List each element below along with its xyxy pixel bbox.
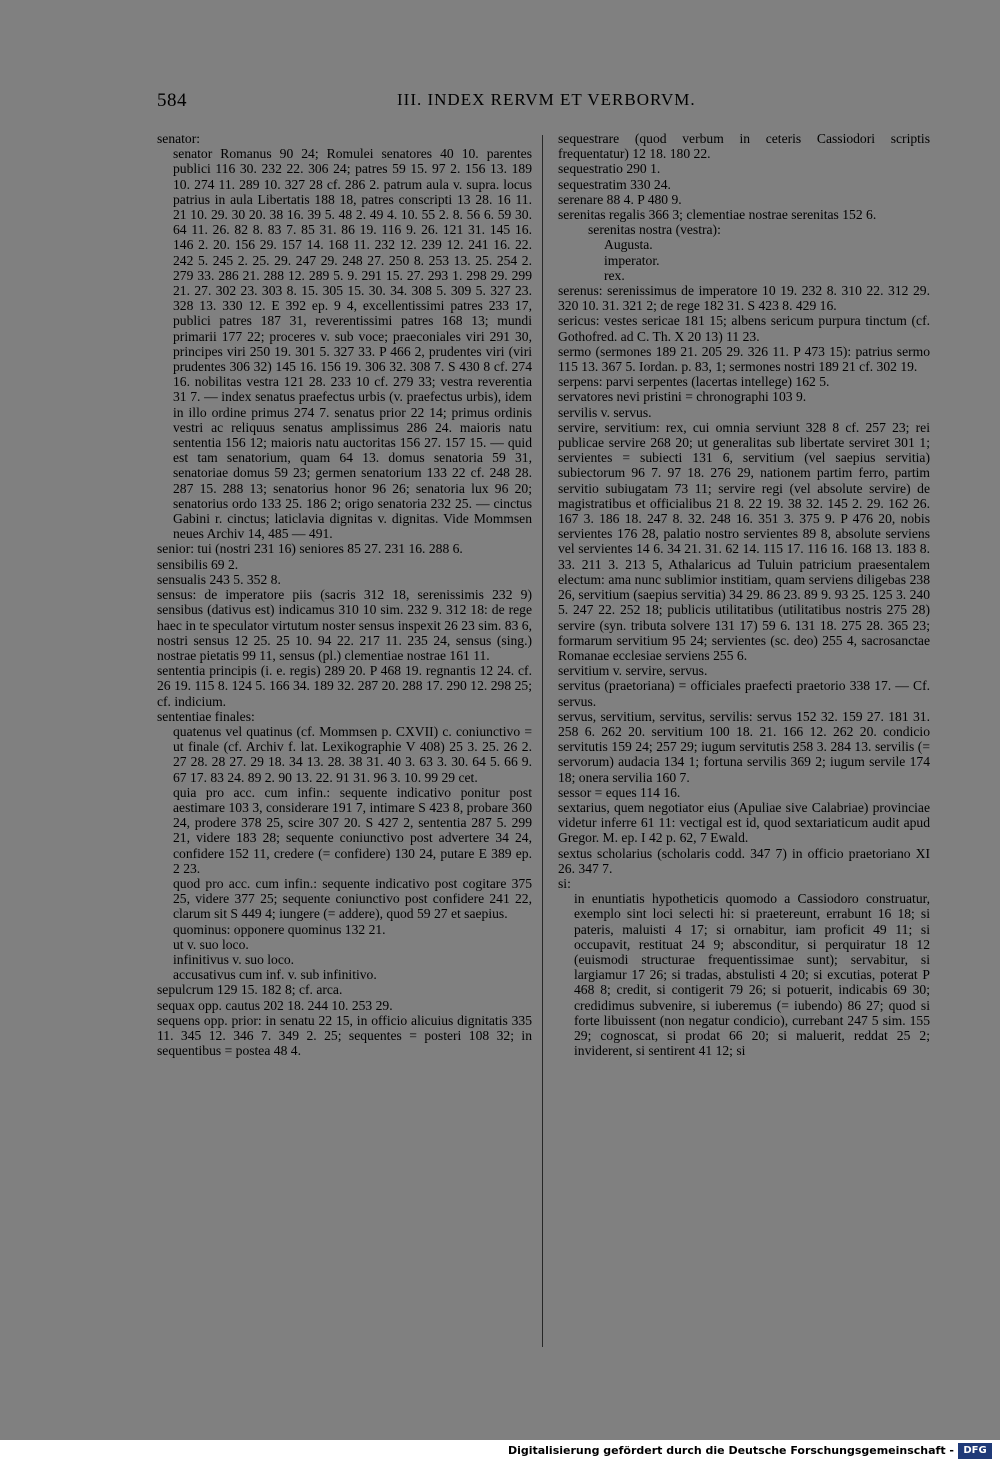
left-column [157,131,532,1058]
dfg-logo: DFG [958,1443,992,1459]
entry-sermo: sermo (sermones 189 21. 205 29. 326 11. P 473 15): patrius sermo 115 13. 367 5. Iordan. p. 83, 1; sermones nostri 189 21 cf. 302 19. [558,343,930,375]
entry-senator: senator: [157,131,201,146]
entry-serpens: serpens: parvi serpentes (lacertas intellege) 162 5. [558,374,830,390]
entry-servitium: servitium v. servire, servus. [558,663,708,679]
entry-sensibilis: sensibilis 69 2. [157,556,239,572]
entry-si-body: in enuntiatis hypotheticis quomodo a Cassiodoro construatur, exemplo sint loci selecti hi: si praetereunt, errabunt 16 18; si pateris, maluisti 4 17; si ornabitur, iam proficit 49 11; si occupavit, restituat 24 9; absconditur, si perquiratur 18 12 (euismodi structurae frequentissimae sunt); servabitur, si largiamur 17 26; si tradas, abstulisti 4 20; si excutias, poterat P 468 8; credit, si contigerit 79 26; si potuerit, indicabis 69 30; credidimus subvenire, si iuberemus (= iubendo) 86 27; quod si forte libuissent (non negatur condicio), currebant 247 5 sim. 155 29; cognoscat, si prodat 66 20; si maluerit, reddat 25 2; inviderent, si sentirent 41 12; si [574,891,930,1059]
entry-sententia: sententia principis (i. e. regis) 289 20. P 468 19. regnantis 12 24. cf. 26 19. 115 8. 124 5. 166 34. 189 32. 287 20. 288 17. 290 12. 298 25; cf. indicium. [157,663,532,709]
entry-ut: ut v. suo loco. [173,936,249,952]
footer-bar [0,1440,1000,1464]
entry-sepulcrum: sepulcrum 129 15. 182 8; cf. arca. [157,982,343,998]
running-head: III. INDEX RERVM ET VERBORVM. [397,90,696,109]
entry-servilis: servilis v. servus. [558,404,652,420]
entry-serenare: serenare 88 4. P 480 9. [558,191,682,207]
entry-quia: quia pro acc. cum infin.: sequente indicativo ponitur post aestimare 103 3, considerare 191 7, intimare S 423 8, probare 360 24, prodere 378 25, scire 307 20. S 427 2, sententia 287 5. 299 21, videre 183 28; sequente coniunctivo post advertere 34 24, confidere 152 11, credere (= confidere) 130 24, putare E 389 ep. 2 23. [173,784,532,876]
entry-sessor: sessor = eques 114 16. [558,784,681,800]
entry-sensus: sensus: de imperatore piis (sacris 312 18, serenissimis 232 9) sensibus (dativus est) indicamus 310 10 sim. 232 9. 312 18: de rege haec in te speculator virtutum noster sensus inspexit 26 23 sim. 83 6, nostri sensus 12 25. 25 10. 94 22. 217 11. 235 24, sensus (sing.) nostrae pietatis 99 11, sensus (pl.) clementiae nostrae 161 11. [157,587,532,663]
entry-quominus: quominus: opponere quominus 132 21. [173,921,386,937]
entry-serenitas-nostra: serenitas nostra (vestra): [588,222,721,238]
entry-sericus: sericus: vestes sericae 181 15; albens sericum purpura tinctum (cf. Gothofred. ad C. Th. X 20 13) 11 23. [558,313,930,344]
entry-sequax: sequax opp. cautus 202 18. 244 10. 253 29. [157,997,393,1013]
entry-sequestratio: sequestratio 290 1. [558,161,661,177]
entry-senior: senior: tui (nostri 231 16) seniores 85 27. 231 16. 288 6. [157,541,463,557]
entry-infinitivus: infinitivus v. suo loco. [173,951,295,967]
entry-quod: quod pro acc. cum infin.: sequente indicativo post cogitare 375 25, videre 377 25; sequente coniunctivo post confidere 241 22, clarum sit S 449 4; iungere (= addere), quod 59 27 et saepius. [173,875,532,922]
entry-servus: servus, servitium, servitus, servilis: servus 152 32. 159 27. 181 31. 258 6. 262 20. servitium 100 18. 21. 166 12. 262 20. condicio servitutis 159 24; 257 29; iugum servitutis 258 3. 284 13. servilis (= servorum) audacia 134 1; fortuna servilis 369 2; iugum servile 174 18; onera servilia 160 7. [558,708,930,785]
entry-quatenus: quatenus vel quatinus (cf. Mommsen p. CXVII) c. coniunctivo = ut finale (cf. Archiv f. lat. Lexikographie V 408) 25 3. 25. 26 2. 27 28. 28 27. 29 18. 34 13. 28. 38 31. 40 3. 63 3. 30. 64 5. 66 9. 67 17. 83 24. 89 2. 90 13. 22. 91 31. 96 3. 10. 99 29 cet. [173,723,532,785]
entry-sententiae-finales: sententiae finales: [157,708,255,724]
column-divider [542,135,543,1347]
entry-rex: rex. [604,267,625,283]
entry-sensualis: sensualis 243 5. 352 8. [157,571,281,587]
entry-servire: servire, servitium: rex, cui omnia serviunt 328 8 cf. 257 23; rei publicae servire 268 20; ut generalitas sub libertate serviret 301 1; servientes = subiecti 131 6, servitium (vel saepius servitia) subiectorum 96 7. 97 18. 276 29, nationem partim ferro, partim servitio subiugatam 73 11; servire regi (vel absolute servire) de magistratibus et officialibus 21 8. 22 19. 38 32. 145 2. 29. 162 26. 167 3. 186 18. 247 8. 32. 248 16. 351 3. 375 9. P 476 20, nobis servientes 176 28, palatio nostro servientes 89 8, absolute serviens vel servientes 14 6. 34 21. 31. 62 14. 115 17. 116 16. 168 13. 183 8. 33. 211 3. 213 5, Athalaricus ad Tuluin patricium praesentalem electum: ama nunc sublimior institiam, quam serviens diligebas 238 26, servitium (saepius servitia) 34 29. 86 23. 89 9. 93 25. 125 3. 240 5. 247 22. 252 18; publicis utilitatibus (utilitatibus nostris 275 28) servire (syn. tributa solvere 131 17) 59 6. 131 18. 275 28. 365 23; formarum servitium 95 24; servientes (sc. deo) 255 4, sacrosanctae Romanae ecclesiae serviens 255 6. [558,419,930,663]
entry-servitus: servitus (praetoriana) = officiales praefecti praetorio 338 17. — Cf. servus. [558,678,930,709]
entry-serenus: serenus: serenissimus de imperatore 10 19. 232 8. 310 22. 312 29. 320 10. 31. 321 2; de rege 182 31. S 423 8. 429 16. [558,283,930,314]
entry-si: si: [558,875,571,891]
entry-senator-body: senator Romanus 90 24; Romulei senatores 40 10. parentes publici 116 30. 232 22. 306 24; patres 59 15. 97 2. 156 13. 189 10. 274 11. 289 10. 327 28 cf. 286 2. patrum aula v. supra. locus patrius in aula Libertatis 188 18, patres conscripti 13 28. 16 11. 21 10. 29. 30 20. 38 16. 39 5. 48 2. 49 4. 10. 55 2. 8. 56 6. 59 30. 64 11. 26. 82 8. 83 7. 85 31. 86 19. 116 9. 26. 121 31. 145 16. 146 2. 20. 156 29. 157 14. 168 11. 232 12. 239 12. 241 16. 22. 242 5. 245 2. 25. 29. 247 29. 248 27. 250 8. 253 13. 25. 254 2. 279 33. 286 21. 288 12. 289 5. 9. 291 15. 27. 293 1. 298 29. 299 21. 27. 302 23. 303 8. 15. 305 15. 30. 34. 308 5. 309 5. 327 23. 328 13. 330 12. E 392 ep. 9 4, excellentissimi patres 233 17, publici patres 187 31, reverentissimi patres 168 13; mundi primarii 177 22; proceres v. sub voce; praeconiales viri 291 30, principes viri 250 19. 301 5. 327 33. P 466 2, prudentes viri (viri prudentes 306 32) 145 16. 156 19. 306 32. 308 7. S 430 8 cf. 274 16. nobilitas vestra 121 28. 233 10 cf. 279 33; vestra reverentia 31 7. — index senatus praefectus urbis (v. praefectus urbis), idem in illo ordine primus 274 7. senatus prior 22 14; primus ordinis vestri ac reliquus senatus amplissimus 286 24. maioris natu sententia 156 12; maioris natu auctoritas 156 27. 157 15. — quid est tam senatorium, quam 64 13. domus senatoria 59 31, senatoriae domus 59 23; germen senatorium 133 22 cf. 248 28. 287 15. 288 13; senatorius honor 96 26; senatoria lux 96 20; senatorius ordo 133 25. 186 2; origo senatoria 232 25. — cinctus Gabini r. cinctus; laticlavia dignitas v. dignitas. Vide Mommsen neues Archiv 14, 485 — 491. [173,146,532,542]
page-number: 584 [157,90,187,111]
entry-sextarius: sextarius, quem negotiator eius (Apuliae sive Calabriae) provinciae videtur inferre 61 11: vectigal est id, quod sextariaticum audit apud Gregor. M. ep. I 42 p. 62, 7 Ewald. [558,799,930,846]
entry-serenitas: serenitas regalis 366 3; clementiae nostrae serenitas 152 6. [558,207,877,223]
footer-credit: Digitalisierung gefördert durch die Deutsche Forschungsgemeinschaft - [507,1444,954,1457]
entry-sequens: sequens opp. prior: in senatu 22 15, in officio alicuius dignitatis 335 11. 345 12. 346 7. 349 2. 25; sequentes = posteri 108 32; in sequentibus = postea 48 4. [157,1012,532,1059]
entry-sequestrare: sequestrare (quod verbum in ceteris Cassiodori scriptis frequentatur) 12 18. 180 22. [558,131,930,162]
entry-augusta: Augusta. [604,237,653,253]
entry-sextus: sextus scholarius (scholaris codd. 347 7) in officio praetoriano XI 26. 347 7. [558,845,930,876]
right-column [558,131,930,1058]
entry-servatores: servatores nevi pristini = chronographi 103 9. [558,389,807,405]
entry-accusativus: accusativus cum inf. v. sub infinitivo. [173,967,377,983]
entry-sequestratim: sequestratim 330 24. [558,176,671,192]
entry-imperator: imperator. [604,252,660,268]
